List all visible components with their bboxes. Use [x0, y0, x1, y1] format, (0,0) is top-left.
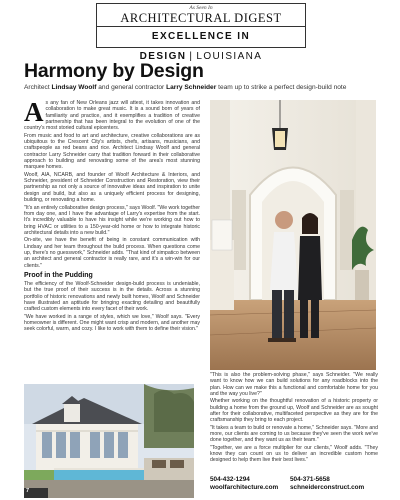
paragraph: Woolf, AIA, NCARB, and founder of Woolf Architecture & Interiors, and Schneider, president of Schneider Construction and Restoration, view their partnership as not only a source of innovative ideas and inspiration to unite design and build, but also as a uniquely efficient process for designing, building, or renovating a home. [24, 171, 200, 204]
page-number: 7 [26, 488, 30, 494]
contact-phone: 504-371-5658 [290, 476, 330, 483]
paragraph: "This is also the problem-solving phase," says Schneider. "We really want to know how we can build solutions for any roadblocks into the plan. How can we make this a functional and comfortable home for you and the way you live?" [210, 372, 378, 398]
article-headline: Harmony by Design [24, 60, 204, 82]
paragraph: The efficiency of the Woolf-Schneider design-build process is undeniable, but the true proof of their success is in the details. Across a stunning portfolio of historic renovations and newly built homes, Woolf and Schneider have illustrated an aptitude for bringing exacting detailing and beautifully crafted custom elements into every facet of their work. [24, 280, 200, 313]
deck-pre: Architect [24, 84, 52, 91]
paragraph: On-site, we have the benefit of being in constant communication with Lindsay and her team throughout the build process. When questions come up, there's no guesswork," Schneider adds. "That kind of simpatico between an architect and general contractor is really rare, and it's a win-win for our clients." [24, 237, 200, 269]
portrait-illustration [210, 100, 376, 370]
contact-web[interactable]: schneiderconstruct.com [290, 484, 365, 491]
deck-mid: and general contractor [96, 84, 167, 91]
paragraph: s any fan of New Orleans jazz will attest, it takes innovation and collaboration to make great music. It is a sound born of years of familiarity and practice, and it exemplifies a tradition of creative partnership that has been integral to the evolution of one of the country's most storied cultural epicenters. [24, 100, 200, 132]
drop-cap: A [24, 97, 44, 127]
banner-separator: | [189, 51, 194, 62]
section-subhead: Proof in the Pudding [24, 271, 93, 279]
masthead-top [97, 4, 305, 27]
house-exterior-photo [24, 384, 194, 498]
masthead-title: ARCHITECTURAL DIGEST [120, 11, 282, 25]
article-deck [24, 84, 394, 91]
contact-web[interactable]: woolfarchitecture.com [210, 484, 279, 491]
house-illustration [24, 384, 194, 498]
portrait-photo [210, 100, 376, 370]
masthead [96, 3, 306, 62]
deck-post: team up to strike a perfect design-build note [216, 84, 347, 91]
contact-schneider [290, 476, 364, 492]
masthead-kicker: As Seen In [189, 5, 213, 11]
banner-text: EXCELLENCE IN DESIGN [139, 31, 251, 62]
deck-contractor: Larry Schneider [166, 84, 217, 91]
paragraph: "It's an entirely collaborative design process," says Woolf. "We work together from day one, and I have the advantage of Larry's expertise from the start. It's incredibly valuable to have his insight while we're working out how to bring HVAC or utilities to a 150-year-old home or how to integrate historic architectural details into a new build." [24, 204, 200, 236]
paragraph: "Together, we are a force multiplier for our clients," Woolf adds. "They know they can count on us to deliver an incredible custom home designed to help them live their best lives." [210, 444, 378, 464]
paragraph: Whether working on the thoughtful renovation of a historic property or building a home from the ground up, Woolf and Schneider are as sought after for their collaborative, multifaceted perspective as they are for the craftsmanship they bring to each project. [210, 398, 378, 424]
paragraph: "It takes a team to build or renovate a home," Schneider says. "More and more, our clients are coming to us because they've seen the work we've done together, and they want us as their team." [210, 424, 378, 444]
right-column [210, 372, 378, 465]
paragraph: "We have worked in a range of styles, which we love," Woolf says. "Every homeowner is different. One might want crisp and modern, and another may seek colorful, warm, and cozy. I like to work with them to define their vision." [24, 313, 200, 333]
left-column [24, 97, 200, 334]
contact-woolf [210, 476, 278, 492]
paragraph: From music and food to art and architecture, creative collaborations are as ubiquitous to the Crescent City's artists, chefs, artisans, musicians, and craftspeople as red beans and rice. Architect Lindsay Woolf and general contractor Larry Schneider carry that tradition forward in their collaborative approach to building and renovating some of the area's most stunning marquee homes. [24, 132, 200, 171]
banner-region: LOUISIANA [196, 51, 263, 62]
deck-architect: Lindsay Woolf [51, 84, 97, 91]
contact-phone: 504-432-1294 [210, 476, 250, 483]
